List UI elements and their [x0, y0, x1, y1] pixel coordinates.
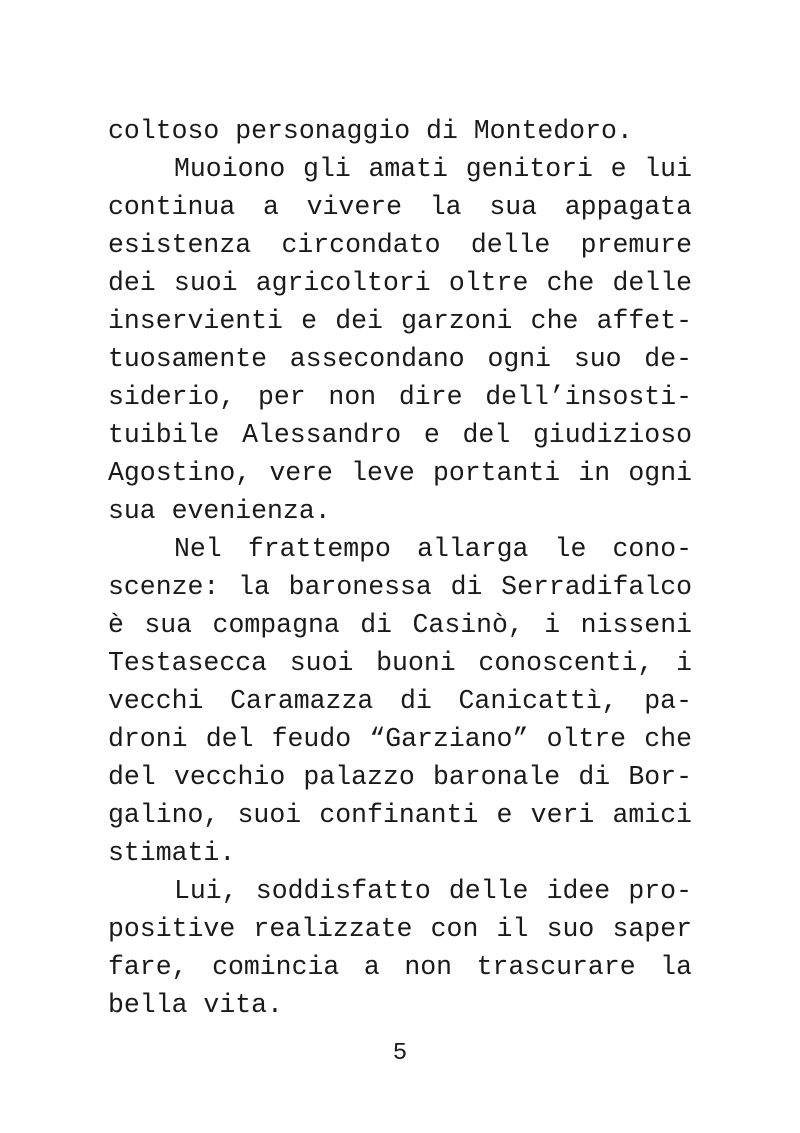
- text-line: Muoiono gli amati genitori e lui: [174, 154, 692, 184]
- text-line: continua a vivere la sua appagata: [108, 192, 692, 222]
- text-line: è sua compagna di Casinò, i nisseni: [108, 610, 692, 640]
- text-line: scenze: la baronessa di Serradifalco: [108, 572, 692, 602]
- text-line: Agostino, vere leve portanti in ogni: [108, 458, 692, 488]
- text-line: bella vita.: [108, 990, 283, 1020]
- page-number: 5: [392, 1040, 408, 1067]
- text-line: positive realizzate con il suo saper: [108, 914, 692, 944]
- text-line: del vecchio palazzo baronale di Bor-: [108, 762, 692, 792]
- text-line: coltoso personaggio di Montedoro.: [108, 116, 633, 146]
- text-line: galino, suoi confinanti e veri amici: [108, 800, 692, 830]
- paragraph-2: [108, 150, 692, 530]
- text-line: Testasecca suoi buoni conoscenti, i: [108, 648, 692, 678]
- text-line: inservienti e dei garzoni che affet-: [108, 306, 692, 336]
- text-line: tuibile Alessandro e del giudizioso: [108, 420, 692, 450]
- text-line: fare, comincia a non trascurare la: [108, 952, 692, 982]
- text-line: dei suoi agricoltori oltre che delle: [108, 268, 692, 298]
- text-line: Nel frattempo allarga le cono-: [174, 534, 692, 564]
- text-line: esistenza circondato delle premure: [108, 230, 692, 260]
- page-body: [108, 112, 692, 1024]
- paragraph-4: [108, 872, 692, 1024]
- text-line: tuosamente assecondano ogni suo de-: [108, 344, 692, 374]
- text-line: droni del feudo “Garziano” oltre che: [108, 724, 692, 754]
- text-line: stimati.: [108, 838, 236, 868]
- text-line: siderio, per non dire dell’insosti-: [108, 382, 692, 412]
- paragraph-3: [108, 530, 692, 872]
- text-line: vecchi Caramazza di Canicattì, pa-: [108, 686, 692, 716]
- paragraph-1: [108, 112, 692, 150]
- text-line: Lui, soddisfatto delle idee pro-: [174, 876, 692, 906]
- text-line: sua evenienza.: [108, 496, 331, 526]
